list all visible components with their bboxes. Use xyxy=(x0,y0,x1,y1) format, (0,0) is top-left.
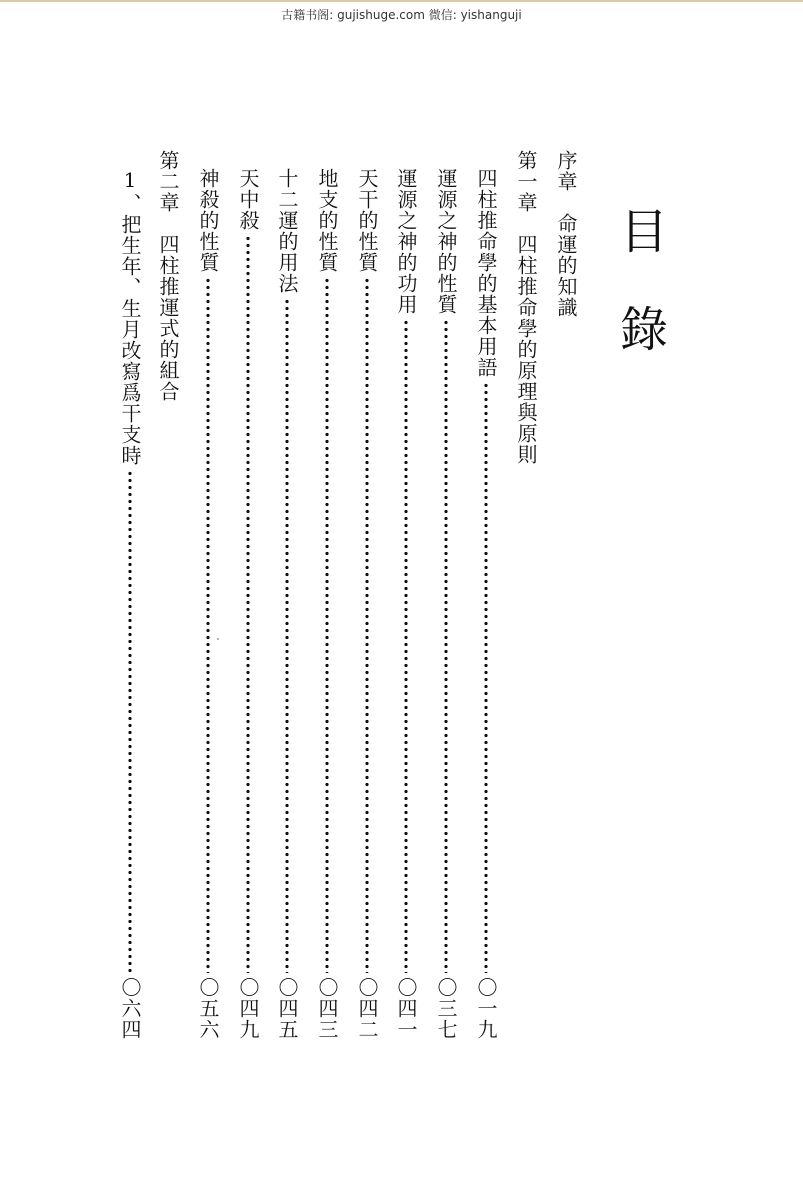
toc-entry-title: 地支的性質 xyxy=(315,168,339,273)
leader-dots xyxy=(285,298,289,973)
toc-entry[interactable] xyxy=(195,168,221,1040)
toc-entry-page: 〇四一 xyxy=(394,977,418,1040)
toc-entry-page: 〇六四 xyxy=(118,977,142,1040)
top-border xyxy=(0,0,803,2)
heading-preface: 序章 命運的知識 xyxy=(554,150,578,318)
leader-dots xyxy=(325,277,329,973)
toc-entry-page: 〇四五 xyxy=(275,977,299,1040)
toc-entry-title: 運源之神的功用 xyxy=(394,168,418,315)
toc-entry[interactable] xyxy=(393,168,419,1040)
toc-entry[interactable] xyxy=(235,168,261,1040)
toc-entry[interactable] xyxy=(354,168,380,1040)
toc-entry-title: 1、把生年、生月改寫爲干支時 xyxy=(118,168,142,466)
leader-dots xyxy=(484,382,488,973)
toc-entry-page: 〇四三 xyxy=(315,977,339,1040)
title-char-lu: 錄 xyxy=(620,302,669,358)
toc-entry-page: 〇五六 xyxy=(196,977,220,1040)
heading-chapter-1: 第一章 四柱推命學的原理與原則 xyxy=(514,150,538,465)
toc-entry[interactable] xyxy=(274,168,300,1040)
title-char-mu: 目 xyxy=(620,204,669,260)
toc-entry-title: 神殺的性質 xyxy=(196,168,220,273)
leader-dots xyxy=(246,235,250,973)
toc-entry[interactable] xyxy=(473,168,499,1040)
leader-dots xyxy=(128,470,132,973)
toc-entry-page: 〇四九 xyxy=(236,977,260,1040)
toc-entry-page: 〇一九 xyxy=(474,977,498,1040)
watermark-text: 古籍书阁: gujishuge.com 微信: yishanguji xyxy=(281,8,522,22)
toc-entry-page: 〇三七 xyxy=(434,977,458,1040)
toc-entry[interactable] xyxy=(314,168,340,1040)
toc-entry-title: 運源之神的性質 xyxy=(434,168,458,315)
toc-entry-title: 十二運的用法 xyxy=(275,168,299,294)
leader-dots xyxy=(404,319,408,973)
toc-entry-title: 天中殺 xyxy=(236,168,260,231)
leader-dots xyxy=(444,319,448,973)
leader-dots xyxy=(206,277,210,973)
print-speck xyxy=(217,638,219,640)
toc-entry-title: 天干的性質 xyxy=(355,168,379,273)
toc-entry-title: 四柱推命學的基本用語 xyxy=(474,168,498,378)
toc-entry[interactable] xyxy=(433,168,459,1040)
leader-dots xyxy=(365,277,369,973)
heading-chapter-2: 第二章 四柱推運式的組合 xyxy=(156,150,180,402)
toc-entry[interactable] xyxy=(117,168,143,1040)
toc-entry-page: 〇四二 xyxy=(355,977,379,1040)
